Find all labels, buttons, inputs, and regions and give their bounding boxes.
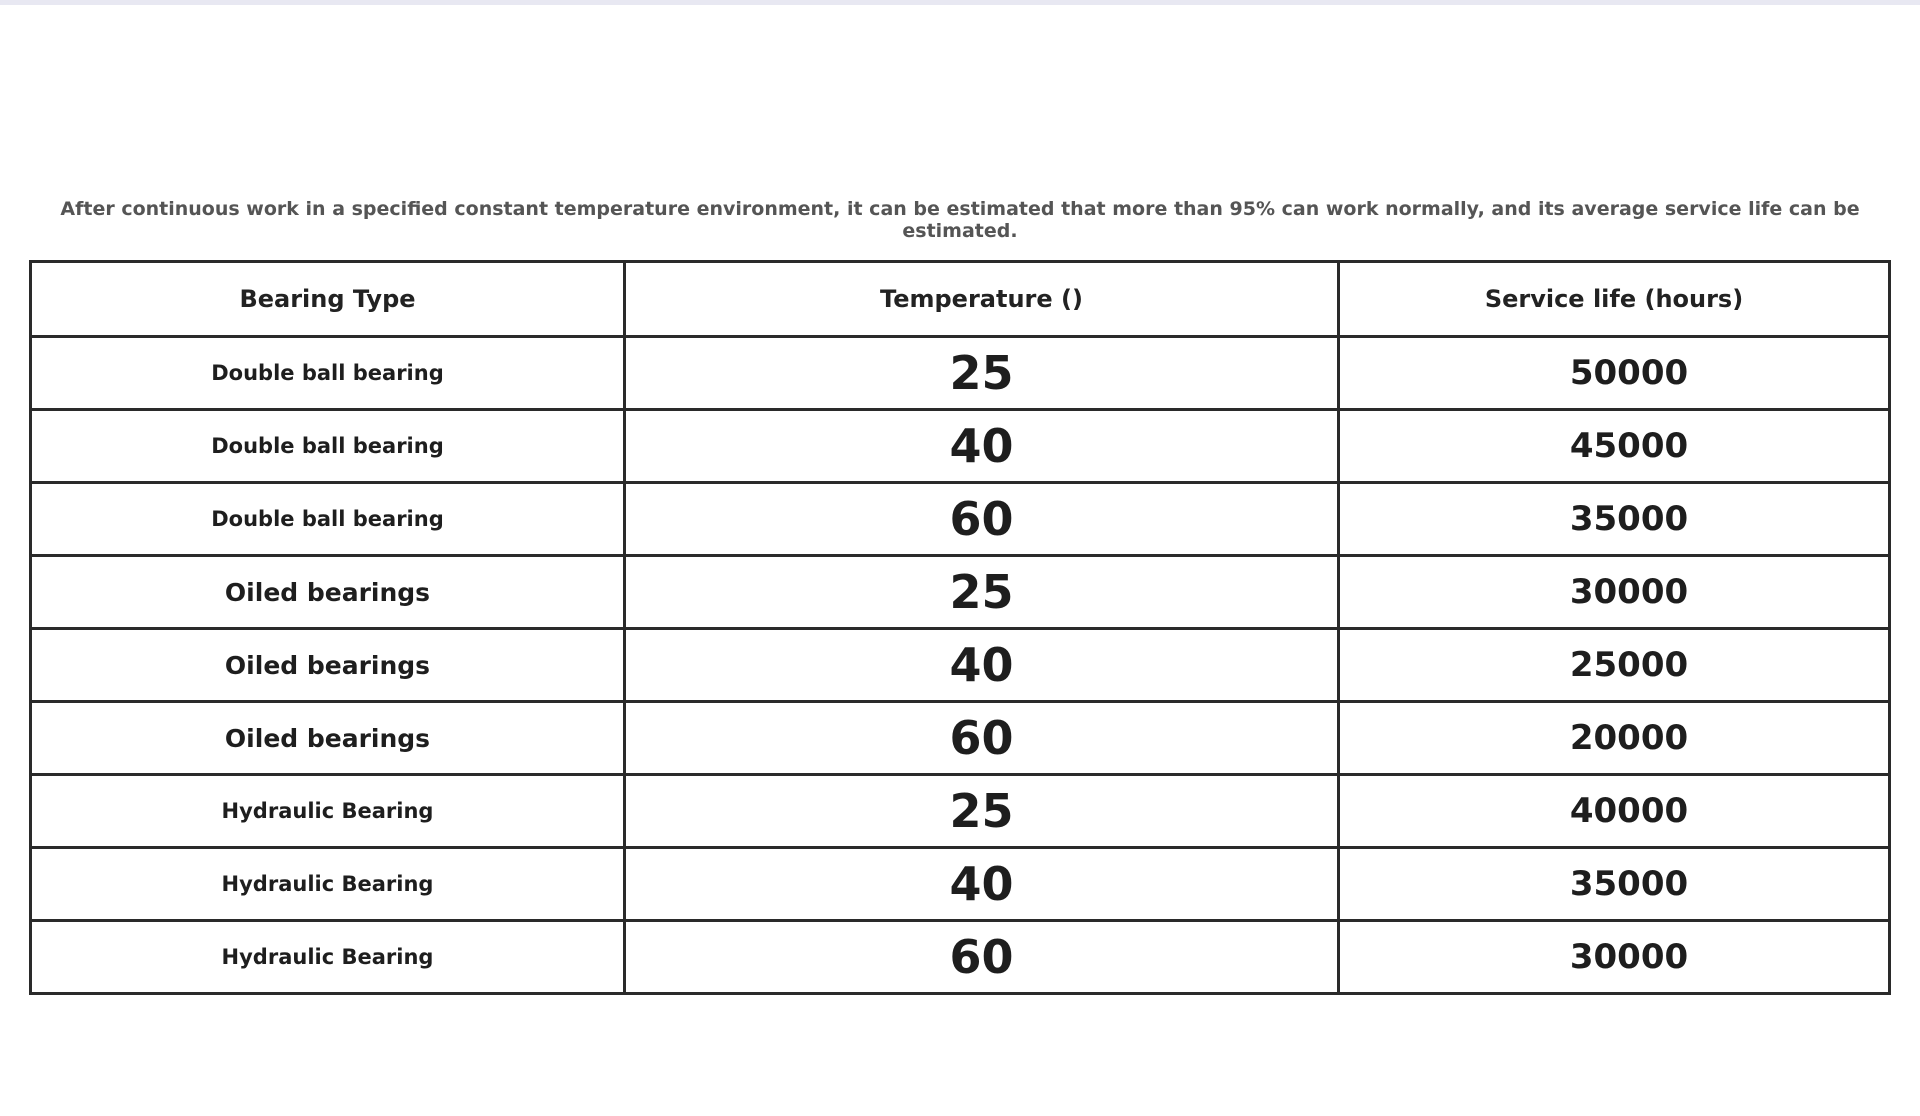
temperature-cell: 25 xyxy=(625,337,1339,410)
table-row xyxy=(31,483,1890,556)
temperature-cell: 60 xyxy=(625,702,1339,775)
header-service-life: Service life (hours) xyxy=(1339,262,1890,337)
service-life-cell: 30000 xyxy=(1339,556,1890,629)
table-caption: After continuous work in a specified constant temperature environment, it can be estimated that more than 95% can work normally, and its average service life can be estimated. xyxy=(60,198,1860,242)
service-life-cell: 30000 xyxy=(1339,921,1890,994)
bearing-service-life-table xyxy=(29,260,1891,995)
temperature-cell: 40 xyxy=(625,410,1339,483)
bearing-type-cell: Double ball bearing xyxy=(31,337,625,410)
bearing-type-cell: Double ball bearing xyxy=(31,410,625,483)
table-row xyxy=(31,921,1890,994)
service-life-cell: 40000 xyxy=(1339,775,1890,848)
bearing-type-cell: Double ball bearing xyxy=(31,483,625,556)
table-row xyxy=(31,410,1890,483)
bearing-type-cell: Oiled bearings xyxy=(31,629,625,702)
table-row xyxy=(31,629,1890,702)
bearing-type-cell: Oiled bearings xyxy=(31,702,625,775)
service-life-cell: 45000 xyxy=(1339,410,1890,483)
top-divider-bar xyxy=(0,0,1920,5)
table-row xyxy=(31,556,1890,629)
temperature-cell: 25 xyxy=(625,775,1339,848)
bearing-type-cell: Hydraulic Bearing xyxy=(31,775,625,848)
temperature-cell: 60 xyxy=(625,921,1339,994)
temperature-cell: 60 xyxy=(625,483,1339,556)
service-life-cell: 35000 xyxy=(1339,848,1890,921)
bearing-type-cell: Hydraulic Bearing xyxy=(31,921,625,994)
table-row xyxy=(31,848,1890,921)
temperature-cell: 40 xyxy=(625,848,1339,921)
table-header-row xyxy=(31,262,1890,337)
temperature-cell: 40 xyxy=(625,629,1339,702)
header-bearing-type: Bearing Type xyxy=(31,262,625,337)
header-temperature: Temperature () xyxy=(625,262,1339,337)
service-life-cell: 35000 xyxy=(1339,483,1890,556)
service-life-cell: 20000 xyxy=(1339,702,1890,775)
bearing-type-cell: Hydraulic Bearing xyxy=(31,848,625,921)
table-row xyxy=(31,337,1890,410)
temperature-cell: 25 xyxy=(625,556,1339,629)
service-life-cell: 50000 xyxy=(1339,337,1890,410)
service-life-cell: 25000 xyxy=(1339,629,1890,702)
table-row xyxy=(31,702,1890,775)
table-row xyxy=(31,775,1890,848)
bearing-type-cell: Oiled bearings xyxy=(31,556,625,629)
